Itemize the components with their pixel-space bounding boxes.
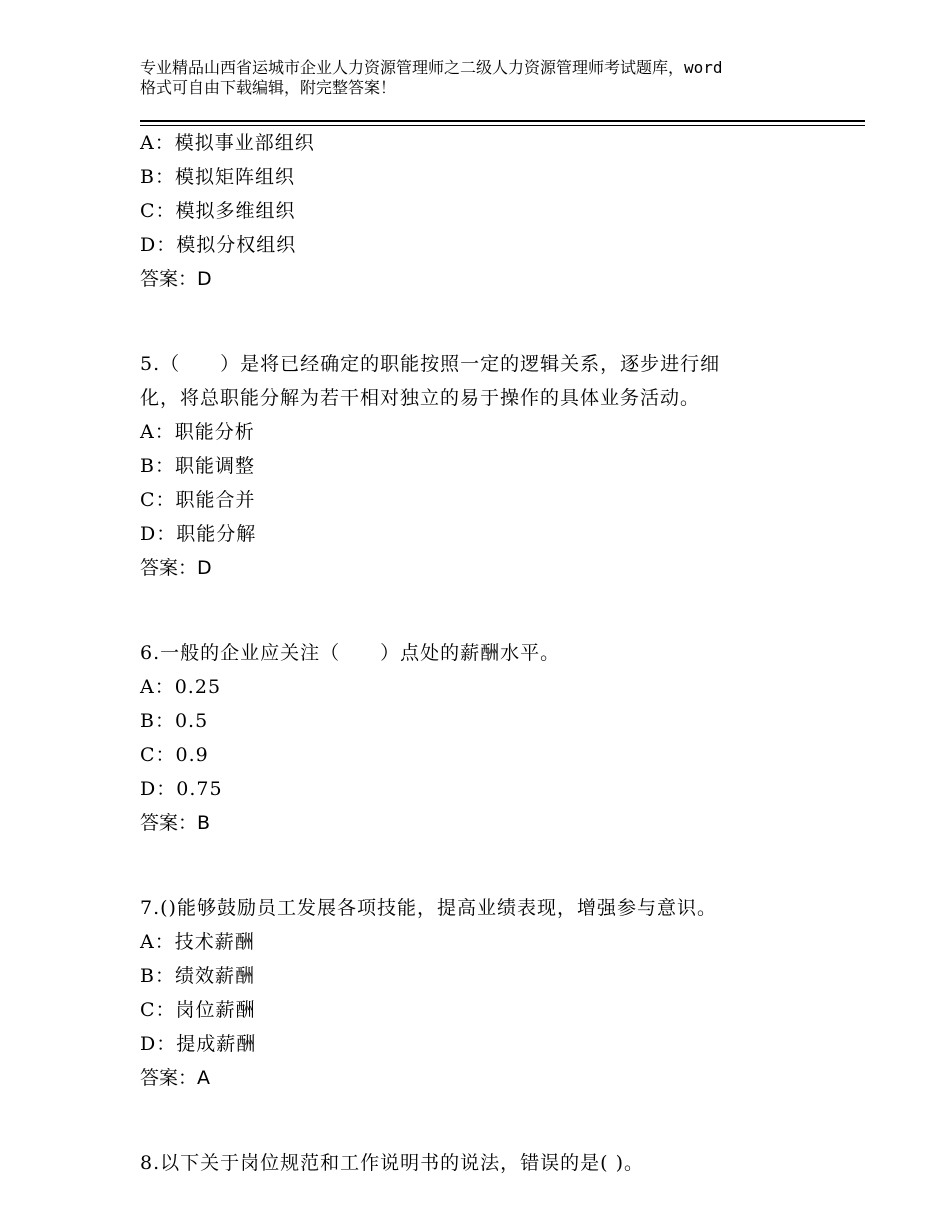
answer: 答案：D — [140, 268, 212, 290]
option-d: D：模拟分权组织 — [140, 234, 297, 256]
question-list — [140, 126, 840, 1180]
answer: 答案：B — [140, 812, 211, 834]
question-7 — [140, 891, 840, 1095]
option-a: A：职能分析 — [140, 421, 255, 443]
option-b: B：模拟矩阵组织 — [140, 166, 295, 188]
option-a: A：技术薪酬 — [140, 931, 255, 953]
option-c: C：岗位薪酬 — [140, 999, 256, 1021]
option-b: B：职能调整 — [140, 455, 255, 477]
question-text: 7.()能够鼓励员工发展各项技能，提高业绩表现，增强参与意识。 — [140, 897, 717, 919]
question-8 — [140, 1146, 840, 1180]
header-line-1: 专业精品山西省运城市企业人力资源管理师之二级人力资源管理师考试题库，word — [140, 58, 723, 77]
option-c: C：职能合并 — [140, 489, 256, 511]
question-4 — [140, 126, 840, 296]
question-text: 6.一般的企业应关注（ ）点处的薪酬水平。 — [140, 642, 561, 664]
option-b: B：0.5 — [140, 710, 209, 732]
option-d: D：提成薪酬 — [140, 1033, 257, 1055]
option-a: A：模拟事业部组织 — [140, 132, 315, 154]
document-header — [140, 58, 840, 98]
header-divider-thick — [140, 120, 865, 122]
header-line-2: 格式可自由下载编辑，附完整答案！ — [140, 78, 397, 97]
option-c: C：0.9 — [140, 744, 209, 766]
question-text: 8.以下关于岗位规范和工作说明书的说法，错误的是( )。 — [140, 1152, 644, 1174]
option-d: D：0.75 — [140, 778, 223, 800]
question-text-line-2: 化，将总职能分解为若干相对独立的易于操作的具体业务活动。 — [140, 387, 701, 409]
option-b: B：绩效薪酬 — [140, 965, 255, 987]
option-a: A：0.25 — [140, 676, 222, 698]
option-c: C：模拟多维组织 — [140, 200, 296, 222]
question-text-line-1: 5.（ ）是将已经确定的职能按照一定的逻辑关系，逐步进行细 — [140, 353, 721, 375]
answer: 答案：D — [140, 557, 212, 579]
answer: 答案：A — [140, 1067, 210, 1089]
question-6 — [140, 636, 840, 840]
question-5 — [140, 347, 840, 585]
option-d: D：职能分解 — [140, 523, 257, 545]
